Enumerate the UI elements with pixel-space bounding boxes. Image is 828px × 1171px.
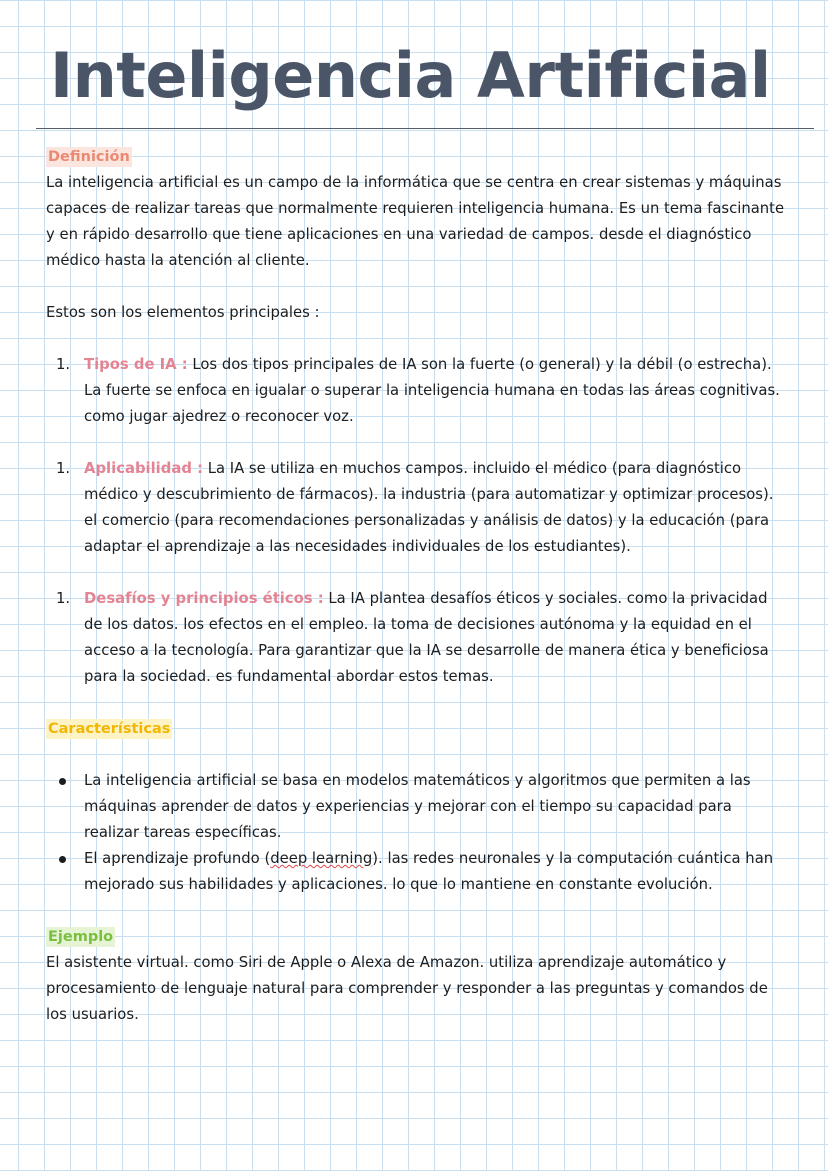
page-title: Inteligencia Artificial [50, 39, 771, 112]
item-term: Aplicabilidad : [84, 460, 203, 477]
spacer [46, 742, 786, 768]
list-item [46, 456, 786, 560]
item-number: 1. [56, 356, 71, 373]
title-divider [36, 128, 814, 129]
list-item [46, 846, 786, 898]
notes-content [46, 144, 786, 1028]
spacer [46, 326, 786, 352]
spacer [46, 274, 786, 300]
list-item [46, 768, 786, 846]
list-item [46, 586, 786, 690]
caracteristicas-heading: Características [48, 721, 171, 737]
spacer [46, 898, 786, 924]
item-text: La IA se utiliza en muchos campos. incluido el médico (para diagnóstico médico y descubrimiento de fármacos). la industria (para automatizar y optimizar procesos). el comercio (para recomendaciones personalizadas y análisis de datos) y la educación (para adaptar el aprendizaje a las necesidades individuales de los estudiantes). [84, 460, 774, 555]
ejemplo-text: El asistente virtual. como Siri de Apple o Alexa de Amazon. utiliza aprendizaje automático y procesamiento de lenguaje natural para comprender y responder a las preguntas y comandos de los usuarios. [46, 954, 768, 1023]
elementos-intro: Estos son los elementos principales : [46, 304, 320, 321]
item-text: La IA plantea desafíos éticos y sociales. como la privacidad de los datos. los efectos en el empleo. la toma de decisiones autónoma y la equidad en el acceso a la tecnología. Para garantizar que la IA se desarrolle de manera ética y beneficiosa para la sociedad. es fundamental abordar estos temas. [84, 590, 769, 685]
item-term: Tipos de IA : [84, 356, 188, 373]
caracteristicas-list [46, 768, 786, 898]
item-number: 1. [56, 590, 71, 607]
list-item [46, 352, 786, 430]
definicion-heading: Definición [48, 149, 130, 165]
item-number: 1. [56, 460, 71, 477]
item-text: Los dos tipos principales de IA son la fuerte (o general) y la débil (o estrecha). La fuerte se enfoca en igualar o superar la inteligencia humana en todas las áreas cognitivas. como jugar ajedrez o reconocer voz. [84, 356, 780, 425]
bullet-text: La inteligencia artificial se basa en modelos matemáticos y algoritmos que permiten a las máquinas aprender de datos y experiencias y mejorar con el tiempo su capacidad para realizar tareas específicas. [84, 772, 751, 841]
bullet-icon [59, 778, 66, 785]
deep-learning-term: deep learning [270, 850, 373, 867]
spacer [46, 690, 786, 716]
item-term: Desafíos y principios éticos : [84, 590, 324, 607]
definicion-text: La inteligencia artificial es un campo de la informática que se centra en crear sistemas y máquinas capaces de realizar tareas que normalmente requieren inteligencia humana. Es un tema fascinante y en rápido desarrollo que tiene aplicaciones en una variedad de campos. desde el diagnóstico médico hasta la atención al cliente. [46, 174, 785, 269]
bullet-icon [59, 856, 66, 863]
elementos-list [46, 352, 786, 690]
spacer [46, 430, 786, 456]
ejemplo-heading: Ejemplo [48, 929, 114, 945]
bullet-text-end: ). las redes neuronales y la computación cuántica han mejorado sus habilidades y aplicaciones. lo que lo mantiene en constante evolución. [84, 850, 774, 893]
spacer [46, 560, 786, 586]
bullet-text-start: El aprendizaje profundo ( [84, 850, 271, 867]
